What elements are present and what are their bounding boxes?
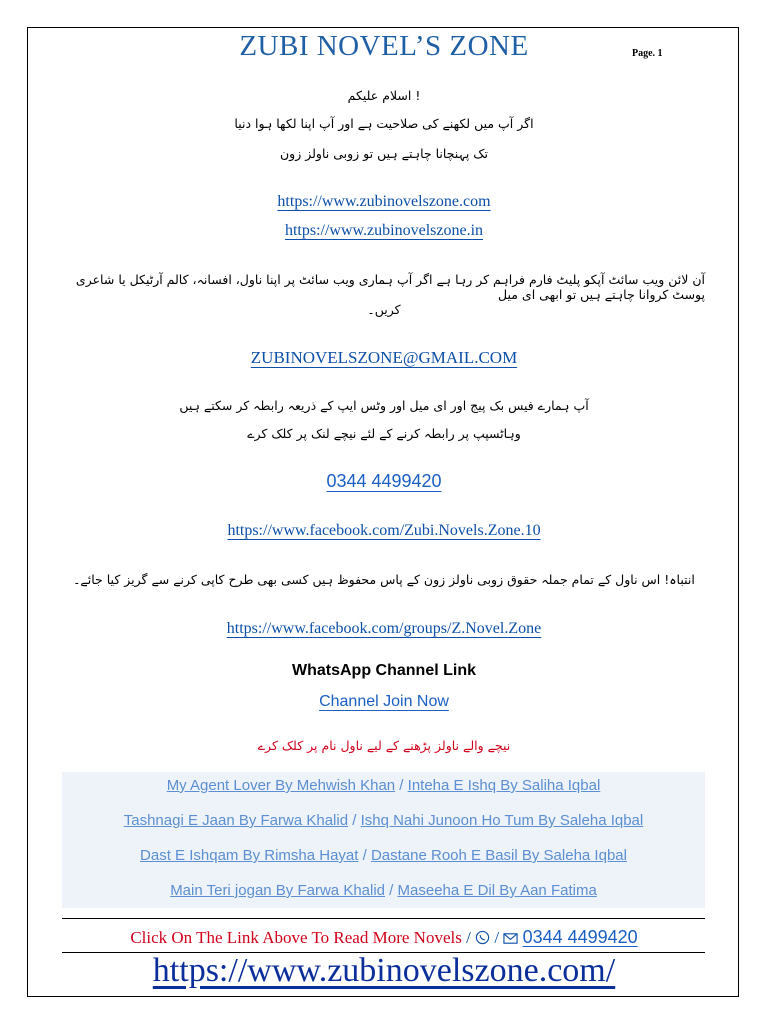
novel-link[interactable]: Dastane Rooh E Basil By Saleha Iqbal [370, 847, 627, 864]
novel-separator: / [385, 882, 398, 899]
footer-line [0, 927, 768, 950]
greeting-line-1: ! اسلام علیکم [347, 88, 421, 103]
whatsapp-heading: WhatsApp Channel Link [292, 662, 476, 679]
facebook-page-link[interactable]: https://www.facebook.com/Zubi.Novels.Zone.10 [227, 522, 541, 539]
footer-text: Click On The Link Above To Read More Novels [130, 928, 462, 947]
novel-link[interactable]: My Agent Lover By Mehwish Khan [166, 777, 396, 794]
copyright-warning: انتباہ! اس ناول کے تمام جملہ حقوق زوبی ناولز زون کے پاس محفوظ ہیں کسی بھی طرح کاپی کرنے سے گریز کیا جائے۔ [73, 572, 695, 587]
whatsapp-icon[interactable] [475, 930, 490, 950]
phone-link[interactable]: 0344 4499420 [326, 471, 442, 491]
mail-icon[interactable] [503, 930, 518, 950]
site-link-com[interactable]: https://www.zubinovelszone.com [277, 193, 491, 210]
footer-separator: / [461, 928, 476, 947]
greeting-line-3: تک پہنچانا چاہتے ہیں تو زوبی ناولز زون [280, 146, 488, 161]
novel-separator: / [358, 847, 371, 864]
novel-row [62, 777, 705, 794]
greeting-line-2: اگر آپ میں لکھنے کی صلاحیت ہے اور آپ اپنا لکھا ہوا دنیا [234, 116, 534, 131]
page-number: Page. 1 [632, 48, 663, 59]
facebook-group-link[interactable]: https://www.facebook.com/groups/Z.Novel.Zone [226, 620, 542, 637]
novel-link[interactable]: Tashnagi E Jaan By Farwa Khalid [123, 812, 349, 829]
page-title: ZUBI NOVEL’S ZONE [239, 30, 529, 62]
novel-separator: / [348, 812, 361, 829]
platform-text-line-2: کریں۔ [367, 302, 401, 317]
novel-row [62, 847, 705, 864]
platform-text-line-1: آن لائن ویب سائٹ آپکو پلیٹ فارم فراہم کر رہا ہے اگر آپ ہماری ویب سائٹ پر اپنا ناول، افسانہ، کالم آرٹیکل یا شاعری پوسٹ کروانا چاہتے ہیں تو ابھی ای میل [75, 272, 705, 302]
novel-link[interactable]: Ishq Nahi Junoon Ho Tum By Saleha Iqbal [360, 812, 644, 829]
site-link-in[interactable]: https://www.zubinovelszone.in [284, 222, 484, 239]
novel-link[interactable]: Main Teri jogan By Farwa Khalid [170, 882, 386, 899]
novel-row [62, 812, 705, 829]
footer-rule-top [62, 918, 705, 919]
footer-phone-link[interactable]: 0344 4499420 [522, 927, 638, 947]
novel-link[interactable]: Maseeha E Dil By Aan Fatima [397, 882, 597, 899]
novel-link[interactable]: Dast E Ishqam By Rimsha Hayat [140, 847, 359, 864]
contact-text-line-2: وہاٹسپپ پر رابطہ کرنے کے لئے نیچے لنک پر کلک کرے [247, 426, 521, 441]
novel-link[interactable]: Inteha E Ishq By Saliha Iqbal [407, 777, 601, 794]
novel-instruction: نیچے والے ناولز پڑھنے کے لیے ناول نام پر کلک کرے [257, 738, 511, 753]
novel-row [62, 882, 705, 899]
novel-separator: / [395, 777, 408, 794]
email-link[interactable]: ZUBINOVELSZONE@GMAIL.COM [250, 348, 518, 367]
whatsapp-channel-link[interactable]: Channel Join Now [319, 693, 449, 710]
novel-list [62, 772, 705, 908]
footer-site-link[interactable]: https://www.zubinovelszone.com/ [152, 952, 616, 989]
contact-text-line-1: آپ ہمارے فیس بک پیج اور ای میل اور وٹس ایپ کے ذریعہ رابطہ کر سکتے ہیں [179, 398, 589, 413]
footer-separator: / [490, 928, 504, 947]
